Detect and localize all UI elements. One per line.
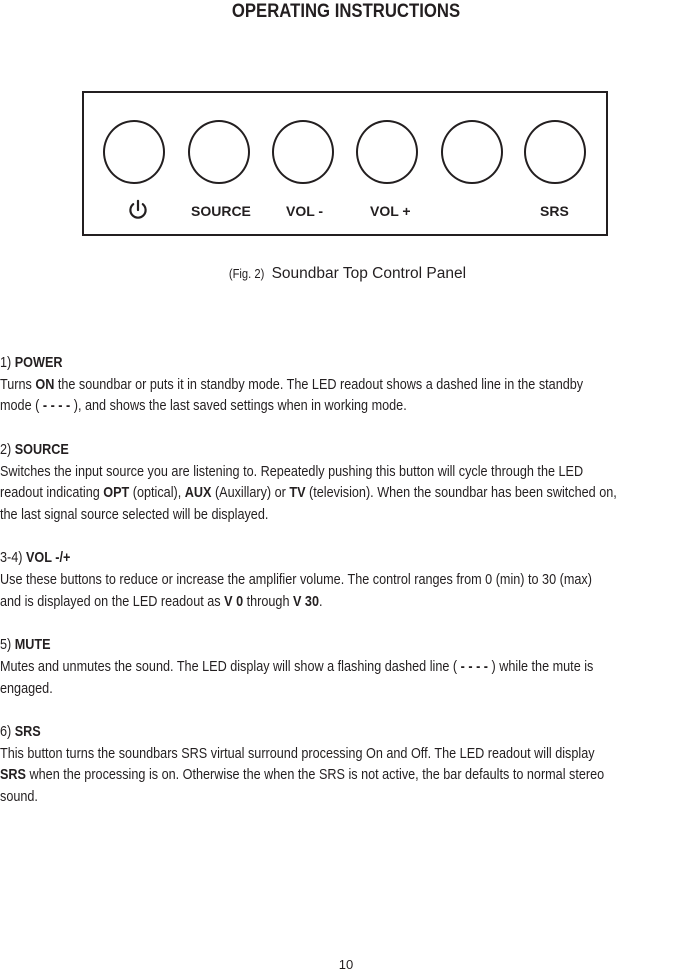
section-heading	[0, 722, 684, 744]
section-number: 2)	[0, 441, 15, 458]
paragraph-line: Mutes and unmutes the sound. The LED display will show a flashing dashed line ( - - - - ) while the mute is	[0, 658, 594, 675]
section-source	[0, 440, 684, 527]
paragraph-line: engaged.	[0, 680, 53, 697]
vol-up-button-knob	[356, 120, 418, 184]
section-number: 5)	[0, 637, 15, 654]
power-button-knob	[103, 120, 165, 184]
paragraph-line: mode ( - - - - ), and shows the last saved settings when in working mode.	[0, 398, 407, 415]
section-number: 1)	[0, 355, 15, 371]
paragraph-line: Use these buttons to reduce or increase the amplifier volume. The control ranges from 0 (min) to 30 (max)	[0, 572, 592, 588]
section-heading	[0, 353, 684, 375]
section-title: MUTE	[14, 637, 51, 654]
paragraph-line: This button turns the soundbars SRS virtual surround processing On and Off. The LED readout will display	[0, 745, 595, 762]
paragraph-line: SRS when the processing is on. Otherwise the when the SRS is not active, the bar defaults to normal stereo	[0, 767, 605, 784]
control-panel-figure	[82, 91, 608, 236]
source-button-knob	[188, 120, 250, 184]
section-number: 6)	[0, 723, 15, 740]
paragraph-line: readout indicating OPT (optical), AUX (Auxillary) or TV (television). When the soundbar has been switched on,	[0, 485, 617, 502]
page-number: 10	[338, 957, 354, 972]
section-volume	[0, 548, 684, 613]
power-icon	[127, 199, 149, 221]
section-heading	[0, 440, 684, 462]
section-srs	[0, 722, 684, 809]
section-mute	[0, 635, 684, 700]
section-title: VOL -/+	[25, 550, 71, 567]
section-heading	[0, 548, 684, 570]
paragraph-line: Switches the input source you are listening to. Repeatedly pushing this button will cycle through the LED	[0, 463, 584, 480]
section-title: POWER	[14, 355, 63, 371]
page-title: OPERATING INSTRUCTIONS	[231, 1, 461, 22]
paragraph-line: sound.	[0, 789, 38, 805]
figure-number: (Fig. 2)	[228, 266, 265, 281]
vol-down-label: VOL -	[286, 203, 324, 219]
paragraph-line: and is displayed on the LED readout as V 0 through V 30.	[0, 593, 323, 610]
srs-button-knob	[524, 120, 586, 184]
section-power	[0, 353, 684, 418]
vol-down-button-knob	[272, 120, 334, 184]
source-label: SOURCE	[191, 203, 251, 219]
blank-button-knob	[441, 120, 503, 184]
vol-up-label: VOL +	[370, 203, 411, 219]
section-title: SOURCE	[14, 441, 69, 458]
paragraph-line: Turns ON the soundbar or puts it in standby mode. The LED readout shows a dashed line in the standby	[0, 376, 584, 393]
section-title: SRS	[14, 723, 41, 740]
paragraph-line: the last signal source selected will be displayed.	[0, 506, 269, 523]
srs-label: SRS	[540, 203, 569, 219]
figure-caption-text: Soundbar Top Control Panel	[271, 265, 467, 282]
figure-caption	[0, 265, 692, 283]
section-number: 3-4)	[0, 550, 26, 567]
instructions-body	[0, 353, 684, 830]
section-heading	[0, 635, 684, 657]
